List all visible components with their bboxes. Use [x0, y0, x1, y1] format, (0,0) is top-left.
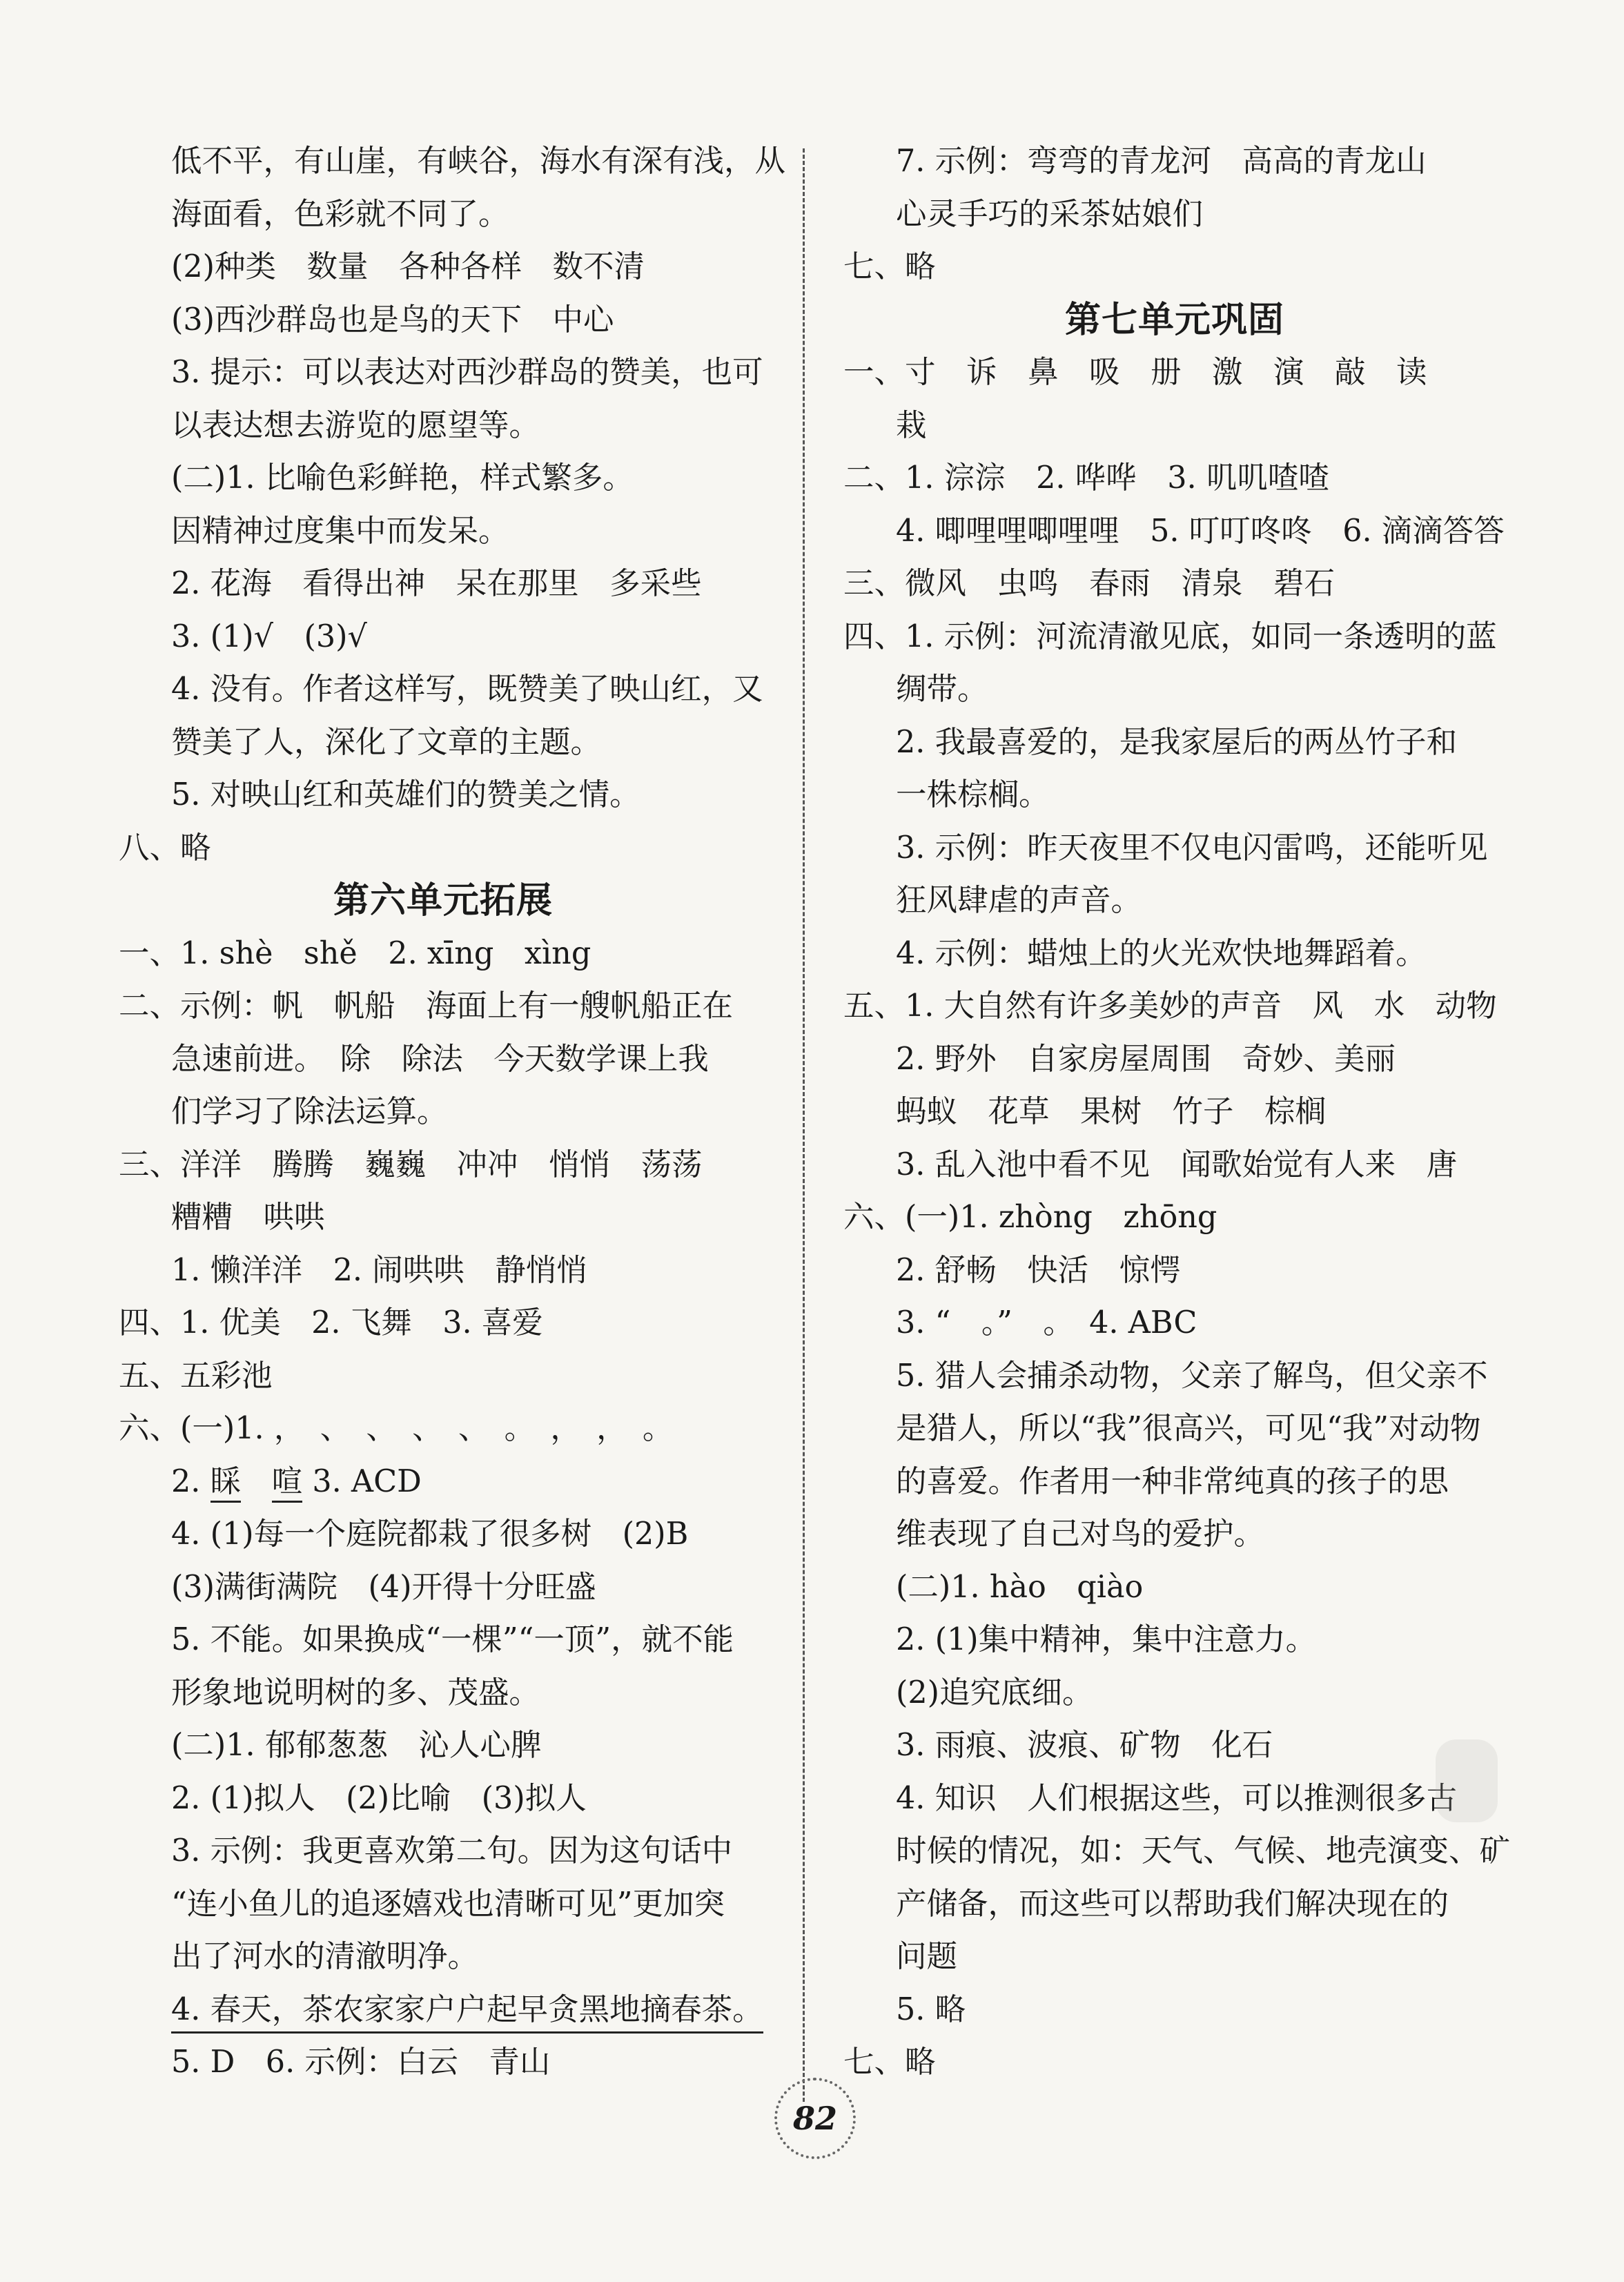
text-line: 4. 没有。作者这样写，既赞美了映山红，又 — [171, 672, 763, 707]
section-heading: 第七单元巩固 — [1064, 298, 1284, 341]
text-line: 3. (1)√ (3)√ — [171, 618, 367, 654]
text-line: 5. 略 — [896, 1991, 966, 2027]
text-line: 4. 唧哩哩唧哩哩 5. 叮叮咚咚 6. 滴滴答答 — [896, 513, 1505, 549]
text-line: (二)1. hào qiào — [896, 1569, 1144, 1605]
text-line: (2)追究底细。 — [896, 1675, 1093, 1710]
text-line: 赞美了人，深化了文章的主题。 — [171, 724, 602, 760]
page-number: 82 — [774, 2078, 856, 2159]
text-line: 4. (1)每一个庭院都栽了很多树 (2)B — [171, 1517, 689, 1552]
text-line: 3. 示例：我更喜欢第二句。因为这句话中 — [171, 1833, 733, 1869]
text-line: (3)西沙群岛也是鸟的天下 中心 — [171, 302, 614, 338]
text-line: 六、(一)1. ， 、 、 、 、 。 ， ， 。 — [119, 1411, 674, 1446]
text-line: (2)种类 数量 各种各样 数不清 — [171, 249, 645, 284]
text-line: (二)1. 郁郁葱葱 沁人心脾 — [171, 1728, 542, 1763]
text-line: 3. 示例：昨天夜里不仅电闪雷鸣，还能听见 — [896, 830, 1488, 866]
text-line: 2. 舒畅 快活 惊愕 — [896, 1252, 1181, 1288]
text-line: 一株棕榈。 — [896, 777, 1050, 812]
text-line: 二、示例：帆 帆船 海面上有一艘帆船正在 — [119, 988, 734, 1024]
text-line: 三、微风 虫鸣 春雨 清泉 碧石 — [843, 566, 1336, 601]
text-line: 四、1. 优美 2. 飞舞 3. 喜爱 — [119, 1305, 543, 1340]
text-line: 的喜爱。作者用一种非常纯真的孩子的思 — [896, 1463, 1449, 1499]
left-column — [119, 135, 786, 2089]
text-line: 一、寸 诉 鼻 吸 册 激 演 敲 读 — [843, 355, 1427, 390]
text-line: 1. 懒洋洋 2. 闹哄哄 静悄悄 — [171, 1252, 587, 1288]
underlined-word: 睬 — [211, 1464, 242, 1503]
text-line: 4. 知识 人们根据这些，可以推测很多古 — [896, 1780, 1458, 1816]
answer-text: 3. ACD — [312, 1463, 422, 1499]
text-line: 心灵手巧的采茶姑娘们 — [896, 196, 1204, 232]
text-line: 二、1. 淙淙 2. 哗哗 3. 叽叽喳喳 — [843, 460, 1329, 496]
text-line: (二)1. 比喻色彩鲜艳，样式繁多。 — [171, 460, 634, 496]
text-line: 狂风肆虐的声音。 — [896, 883, 1142, 918]
text-line: 2. 我最喜爱的，是我家屋后的两丛竹子和 — [896, 724, 1458, 760]
text-line: 3. 提示：可以表达对西沙群岛的赞美，也可 — [171, 355, 763, 390]
text-line: 们学习了除法运算。 — [171, 1094, 448, 1129]
text-line: 4. 示例：蜡烛上的火光欢快地舞蹈着。 — [896, 935, 1427, 971]
text-line: 产储备，而这些可以帮助我们解决现在的 — [896, 1886, 1449, 1922]
text-line: 五、1. 大自然有许多美妙的声音 风 水 动物 — [843, 988, 1497, 1024]
text-line: 5. 对映山红和英雄们的赞美之情。 — [171, 777, 640, 812]
scan-smudge — [1436, 1739, 1498, 1822]
item-number: 2. — [171, 1463, 201, 1499]
text-line — [119, 1984, 767, 2037]
text-line: 七、略 — [843, 2045, 936, 2080]
text-line: 七、略 — [843, 249, 936, 284]
text-line: 以表达想去游览的愿望等。 — [171, 407, 540, 443]
underlined-word: 喧 — [272, 1464, 303, 1503]
text-line: 六、(一)1. zhòng zhōng — [843, 1200, 1217, 1235]
text-line: “连小鱼儿的追逐嬉戏也清晰可见”更加突 — [171, 1886, 725, 1922]
text-line: 5. 不能。如果换成“一棵”“一顶”，就不能 — [171, 1622, 734, 1657]
text-line: 四、1. 示例：河流清澈见底，如同一条透明的蓝 — [843, 618, 1497, 654]
text-line: 3. 乱入池中看不见 闻歌始觉有人来 唐 — [896, 1147, 1458, 1182]
column-divider — [803, 148, 805, 2102]
text-line: 海面看，色彩就不同了。 — [171, 196, 509, 232]
text-line: 2. (1)拟人 (2)比喻 (3)拟人 — [171, 1780, 587, 1816]
text-line: 栽 — [896, 407, 927, 443]
text-line: 5. 猎人会捕杀动物，父亲了解鸟，但父亲不 — [896, 1358, 1488, 1394]
right-column — [843, 135, 1511, 2089]
text-line — [119, 1456, 767, 1509]
text-line: 八、略 — [119, 830, 211, 866]
text-line: 形象地说明树的多、茂盛。 — [171, 1675, 540, 1710]
text-line: 2. 野外 自家房屋周围 奇妙、美丽 — [896, 1041, 1396, 1077]
text-line: 一、1. shè shě 2. xīng xìng — [119, 935, 591, 971]
text-line: 2. (1)集中精神，集中注意力。 — [896, 1622, 1317, 1657]
text-line: 五、五彩池 — [119, 1358, 273, 1394]
text-line: 蚂蚁 花草 果树 竹子 棕榈 — [896, 1094, 1327, 1129]
text-line: 是猎人，所以“我”很高兴，可见“我”对动物 — [896, 1411, 1481, 1446]
text-line: 因精神过度集中而发呆。 — [171, 513, 509, 549]
text-line: 出了河水的清澈明净。 — [171, 1939, 479, 1974]
text-line: 3. “ 。” 。 4. ABC — [896, 1305, 1197, 1340]
text-line: 3. 雨痕、波痕、矿物 化石 — [896, 1728, 1273, 1763]
text-line: 维表现了自己对鸟的爱护。 — [896, 1517, 1265, 1552]
text-line: 5. D 6. 示例：白云 青山 — [171, 2045, 551, 2080]
text-line: 问题 — [896, 1939, 958, 1974]
section-heading: 第六单元拓展 — [333, 879, 553, 921]
text-line: 低不平，有山崖，有峡谷，海水有深有浅，从 — [171, 144, 786, 179]
text-line: 绸带。 — [896, 672, 988, 707]
underlined-sentence: 4. 春天，茶农家家户户起早贪黑地摘春茶。 — [171, 1989, 763, 2034]
text-line: 7. 示例：弯弯的青龙河 高高的青龙山 — [896, 144, 1427, 179]
text-line: 2. 花海 看得出神 呆在那里 多采些 — [171, 566, 702, 601]
text-line: (3)满街满院 (4)开得十分旺盛 — [171, 1569, 596, 1605]
text-line: 三、洋洋 腾腾 巍巍 冲冲 悄悄 荡荡 — [119, 1147, 703, 1182]
text-line: 急速前进。 除 除法 今天数学课上我 — [171, 1041, 709, 1077]
text-line: 时候的情况，如：天气、气候、地壳演变、矿 — [896, 1833, 1511, 1869]
text-line: 糟糟 哄哄 — [171, 1200, 325, 1235]
